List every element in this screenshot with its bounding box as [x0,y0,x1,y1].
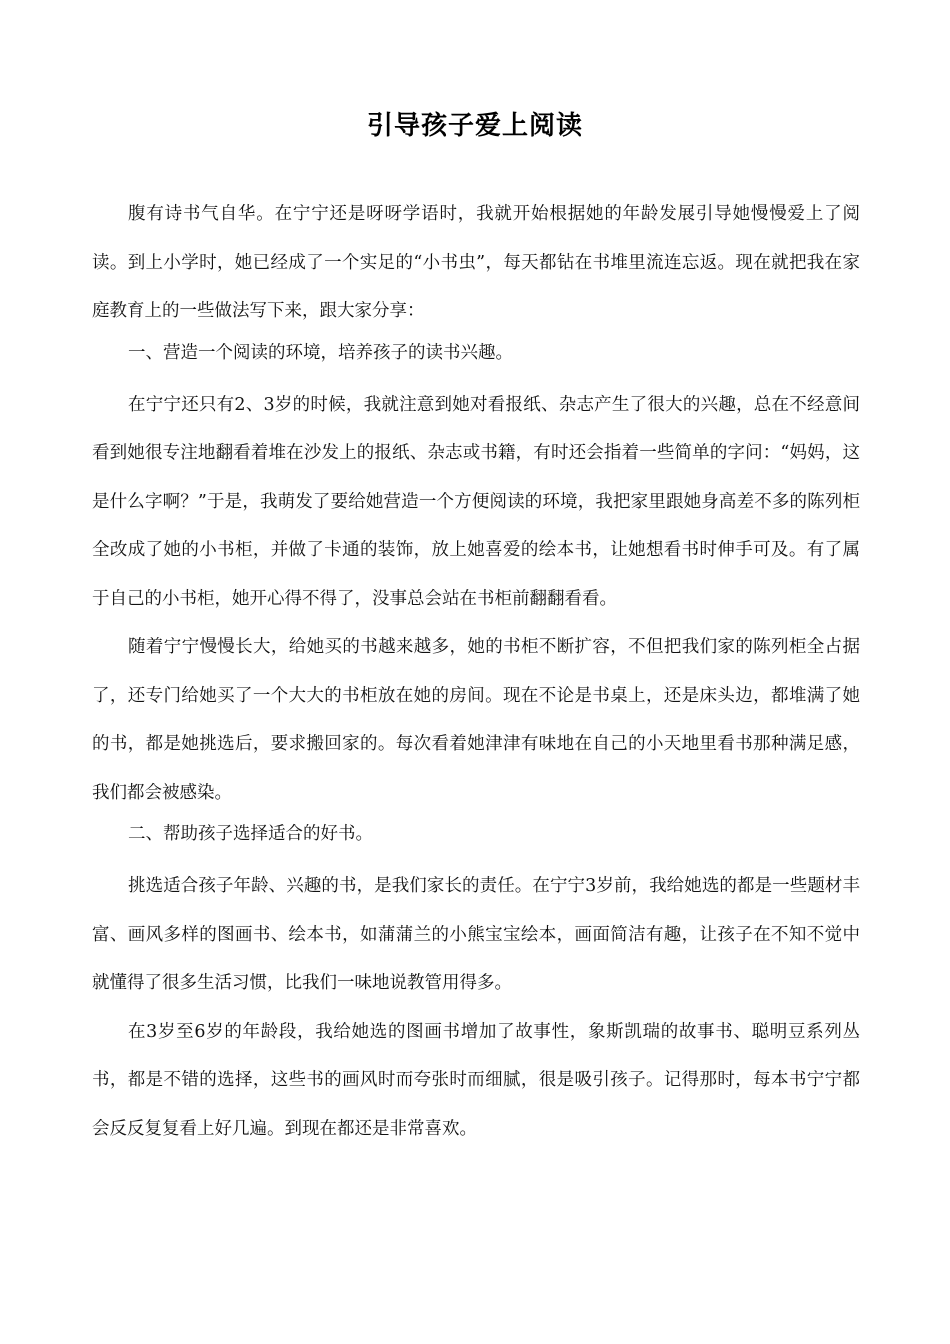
section-heading-2: 二、帮助孩子选择适合的好书。 [128,824,373,844]
paragraph-bookcase: 随着宁宁慢慢长大，给她买的书越来越多，她的书柜不断扩容，不但把我们家的陈列柜全占据了，还专门给她买了一个大大的书柜放在她的房间。现在不论是书桌上，还是床头边，都堆满了她的书，都是她挑选后，要求搬回家的。每次看着她津津有味地在自己的小天地里看书那种满足感，我们都会被感染。 [92,637,860,803]
paragraph-environment: 在宁宁还只有2、3岁的时候，我就注意到她对看报纸、杂志产生了很大的兴趣，总在不经意间看到她很专注地翻看着堆在沙发上的报纸、杂志或书籍，有时还会指着一些简单的字问：“妈妈，这是什么字啊？”于是，我萌发了要给她营造一个方便阅读的环境，我把家里跟她身高差不多的陈列柜全改成了她的小书柜，并做了卡通的装饰，放上她喜爱的绘本书，让她想看书时伸手可及。有了属于自己的小书柜，她开心得不得了，没事总会站在书柜前翻翻看看。 [92,394,860,609]
document-title: 引导孩子爱上阅读 [366,111,583,141]
paragraph-choose-books: 挑选适合孩子年龄、兴趣的书，是我们家长的责任。在宁宁3岁前，我给她选的都是一些题材丰富、画风多样的图画书、绘本书，如蒲蒲兰的小熊宝宝绘本，画面简洁有趣，让孩子在不知不觉中就懂得了很多生活习惯，比我们一味地说教管用得多。 [92,876,860,993]
section-heading-1: 一、营造一个阅读的环境，培养孩子的读书兴趣。 [128,342,513,363]
paragraph-intro: 腹有诗书气自华。在宁宁还是呀呀学语时，我就开始根据她的年龄发展引导她慢慢爱上了阅读。到上小学时，她已经成了一个实足的“小书虫”，每天都钻在书堆里流连忘返。现在就把我在家庭教育上的一些做法写下来，跟大家分享： [92,204,860,321]
document-body [92,190,860,1153]
paragraph-age-3-to-6: 在3岁至6岁的年龄段，我给她选的图画书增加了故事性，象斯凯瑞的故事书、聪明豆系列丛书，都是不错的选择，这些书的画风时而夸张时而细腻，很是吸引孩子。记得那时，每本书宁宁都会反反复复看上好几遍。到现在都还是非常喜欢。 [92,1021,860,1139]
